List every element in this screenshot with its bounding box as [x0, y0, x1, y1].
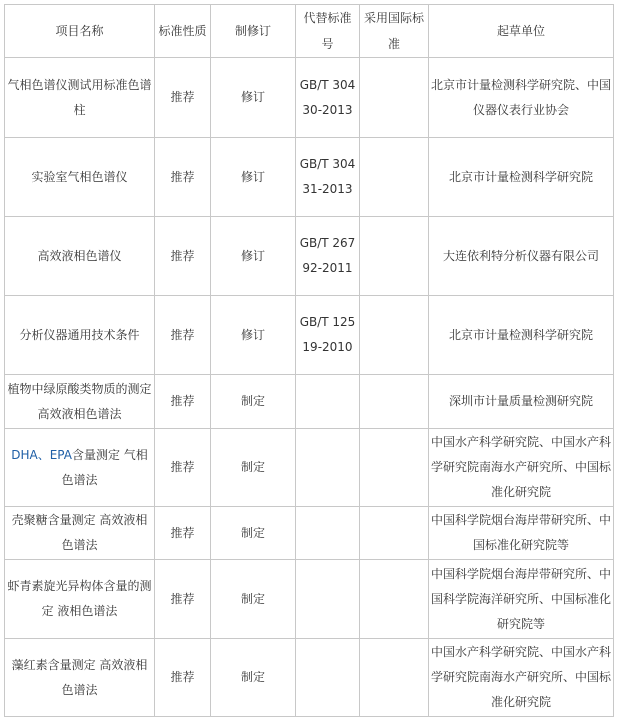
cell-nature: 推荐 [155, 429, 211, 507]
cell-nature: 推荐 [155, 507, 211, 560]
cell-replaced: GB/T 30430-2013 [296, 58, 360, 138]
cell-nature: 推荐 [155, 375, 211, 429]
cell-replaced: GB/T 12519-2010 [296, 296, 360, 375]
cell-project-name: 藻红素含量测定 高效液相色谱法 [5, 639, 155, 717]
header-revision: 制修订 [211, 5, 296, 58]
cell-replaced [296, 560, 360, 639]
cell-international [360, 560, 429, 639]
cell-project-name: 壳聚糖含量测定 高效液相色谱法 [5, 507, 155, 560]
cell-international [360, 296, 429, 375]
cell-revision: 制定 [211, 429, 296, 507]
cell-revision: 修订 [211, 58, 296, 138]
cell-revision: 修订 [211, 217, 296, 296]
cell-replaced [296, 429, 360, 507]
cell-project-name: 高效液相色谱仪 [5, 217, 155, 296]
cell-revision: 制定 [211, 507, 296, 560]
table-row [5, 639, 614, 717]
cell-international [360, 375, 429, 429]
header-replaced-standard: 代替标准号 [296, 5, 360, 58]
table-row [5, 58, 614, 138]
header-international-standard: 采用国际标准 [360, 5, 429, 58]
cell-drafter: 大连依利特分析仪器有限公司 [429, 217, 614, 296]
cell-project-name [5, 429, 155, 507]
cell-replaced: GB/T 26792-2011 [296, 217, 360, 296]
cell-drafter: 北京市计量检测科学研究院 [429, 138, 614, 217]
cell-project-name: 实验室气相色谱仪 [5, 138, 155, 217]
cell-replaced [296, 507, 360, 560]
table-row [5, 217, 614, 296]
cell-drafter: 中国水产科学研究院、中国水产科学研究院南海水产研究所、中国标准化研究院 [429, 639, 614, 717]
table-row [5, 296, 614, 375]
cell-replaced [296, 639, 360, 717]
cell-project-name: 虾青素旋光异构体含量的测定 液相色谱法 [5, 560, 155, 639]
cell-international [360, 507, 429, 560]
standards-table [4, 4, 614, 717]
cell-nature: 推荐 [155, 639, 211, 717]
cell-drafter: 中国水产科学研究院、中国水产科学研究院南海水产研究所、中国标准化研究院 [429, 429, 614, 507]
table-row [5, 138, 614, 217]
cell-nature: 推荐 [155, 560, 211, 639]
cell-revision: 修订 [211, 138, 296, 217]
standards-table-container [4, 4, 614, 717]
cell-nature: 推荐 [155, 58, 211, 138]
table-row [5, 375, 614, 429]
cell-international [360, 138, 429, 217]
cell-project-name-rest: 含量测定 气相色谱法 [61, 447, 148, 487]
cell-project-name: 植物中绿原酸类物质的测定 高效液相色谱法 [5, 375, 155, 429]
cell-drafter: 深圳市计量质量检测研究院 [429, 375, 614, 429]
cell-nature: 推荐 [155, 217, 211, 296]
cell-replaced [296, 375, 360, 429]
cell-nature: 推荐 [155, 138, 211, 217]
header-drafter: 起草单位 [429, 5, 614, 58]
cell-revision: 修订 [211, 296, 296, 375]
cell-project-name-prefix: DHA、EPA [11, 447, 72, 462]
cell-international [360, 639, 429, 717]
cell-international [360, 429, 429, 507]
cell-drafter: 中国科学院烟台海岸带研究所、中国标准化研究院等 [429, 507, 614, 560]
cell-revision: 制定 [211, 375, 296, 429]
cell-drafter: 北京市计量检测科学研究院、中国仪器仪表行业协会 [429, 58, 614, 138]
cell-nature: 推荐 [155, 296, 211, 375]
cell-international [360, 217, 429, 296]
header-standard-nature: 标准性质 [155, 5, 211, 58]
cell-project-name: 分析仪器通用技术条件 [5, 296, 155, 375]
cell-drafter: 北京市计量检测科学研究院 [429, 296, 614, 375]
cell-replaced: GB/T 30431-2013 [296, 138, 360, 217]
table-row [5, 507, 614, 560]
table-header-row [5, 5, 614, 58]
cell-international [360, 58, 429, 138]
cell-drafter: 中国科学院烟台海岸带研究所、中国科学院海洋研究所、中国标准化研究院等 [429, 560, 614, 639]
cell-revision: 制定 [211, 560, 296, 639]
table-row [5, 560, 614, 639]
cell-revision: 制定 [211, 639, 296, 717]
cell-project-name: 气相色谱仪测试用标准色谱柱 [5, 58, 155, 138]
table-row [5, 429, 614, 507]
header-project-name: 项目名称 [5, 5, 155, 58]
